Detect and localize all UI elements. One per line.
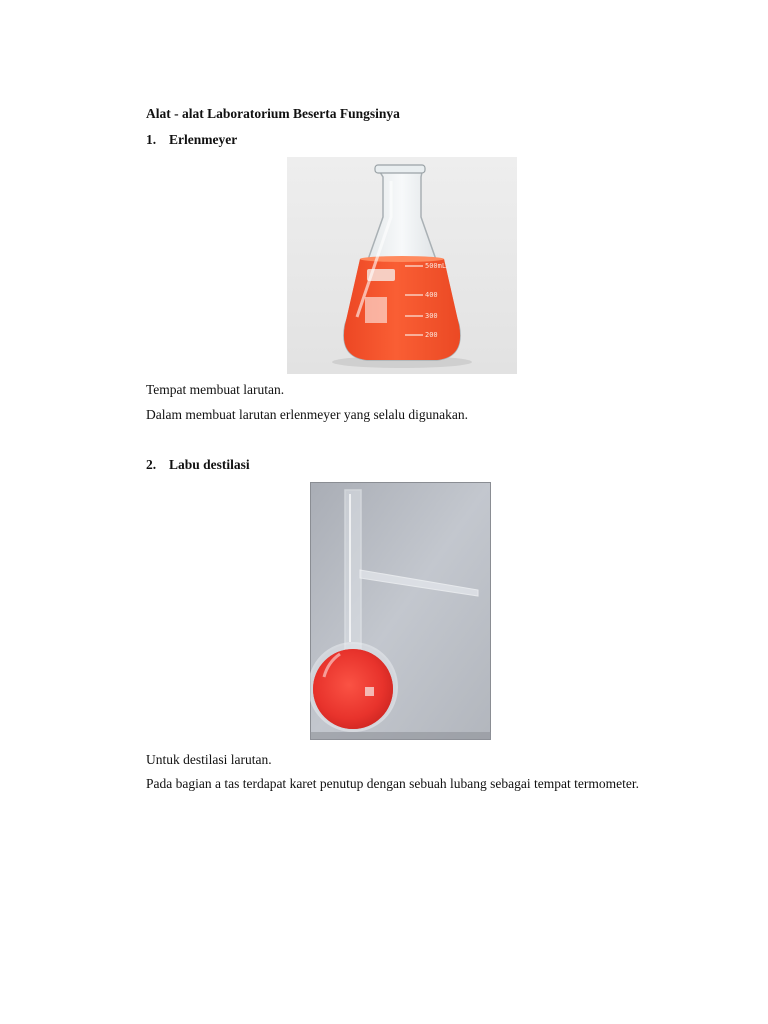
scale-label: 300 [425,312,438,320]
paragraph: Dalam membuat larutan erlenmeyer yang selalu digunakan. [146,407,469,422]
paragraph: Pada bagian a tas terdapat karet penutup dengan sebuah lubang sebagai tempat termometer. [146,776,639,791]
scale-label: 500mL [425,262,447,270]
scale-label: 200 [425,331,438,339]
section-number: 1. [146,132,157,147]
erlenmeyer-flask-icon [287,157,517,374]
paragraph: Tempat membuat larutan. [146,382,285,397]
scale-label: 400 [425,291,438,299]
distillation-flask-icon [310,482,491,740]
paragraph: Untuk destilasi larutan. [146,752,272,767]
section-title: Erlenmeyer [169,132,238,147]
document-title: Alat - alat Laboratorium Beserta Fungsinya [146,106,400,121]
section-heading-erlenmeyer [146,132,237,148]
section-heading-labu-destilasi [146,457,250,473]
section-title: Labu destilasi [169,457,250,472]
section-number: 2. [146,457,157,472]
